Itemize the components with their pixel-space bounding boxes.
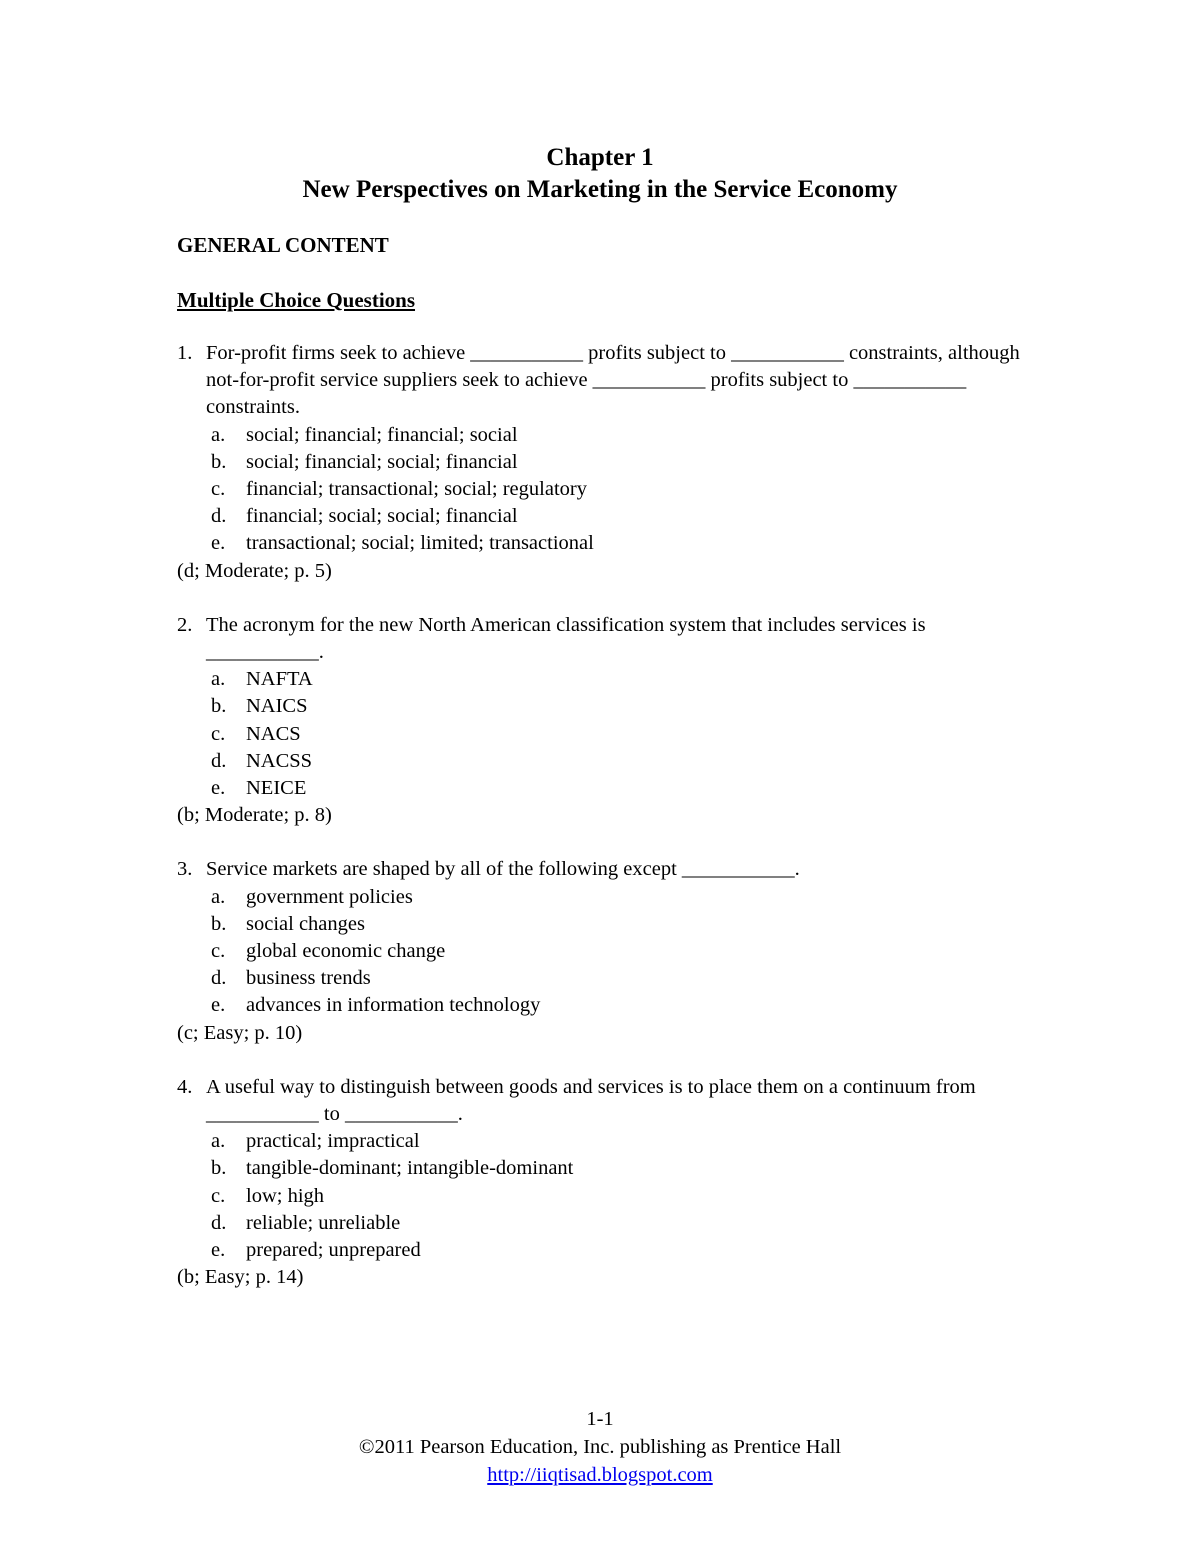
question-text: A useful way to distinguish between goods and services is to place them on a continuum from ___________ to ___________. (206, 1075, 976, 1126)
option-e (206, 775, 1027, 802)
option-text: advances in information technology (246, 994, 541, 1017)
option-b (206, 911, 1027, 938)
option-letter: d. (211, 1211, 227, 1234)
option-letter: e. (211, 532, 226, 555)
answer-key: (b; Moderate; p. 8) (177, 804, 332, 827)
option-letter: c. (211, 940, 226, 963)
option-text: social changes (246, 912, 365, 935)
option-b (206, 693, 1027, 720)
question-text: The acronym for the new North American classification system that includes services is ___________. (206, 613, 926, 664)
option-text: NAICS (246, 695, 308, 718)
option-letter: d. (211, 967, 227, 990)
option-a (206, 884, 1027, 911)
option-letter: b. (211, 450, 227, 473)
option-letter: a. (211, 423, 226, 446)
option-e (206, 530, 1027, 557)
question-4 (177, 1074, 1027, 1292)
option-text: social; financial; social; financial (246, 450, 518, 473)
option-e (206, 992, 1027, 1019)
option-text: NACSS (246, 749, 313, 772)
answer-key: (b; Easy; p. 14) (177, 1266, 304, 1289)
question-number: 1. (177, 342, 193, 364)
option-letter: d. (211, 749, 227, 772)
option-text: practical; impractical (246, 1130, 420, 1153)
blog-link[interactable]: http://iiqtisad.blogspot.com (487, 1464, 713, 1486)
option-e (206, 1237, 1027, 1264)
question-stem (177, 856, 1027, 883)
option-text: prepared; unprepared (246, 1239, 421, 1262)
option-text: reliable; unreliable (246, 1211, 401, 1234)
option-text: NEICE (246, 777, 307, 800)
question-3 (177, 856, 1027, 1046)
option-a (206, 1128, 1027, 1155)
option-text: government policies (246, 885, 413, 908)
copyright-notice: ©2011 Pearson Education, Inc. publishing as Prentice Hall (358, 1436, 842, 1458)
option-a (206, 666, 1027, 693)
option-b (206, 1155, 1027, 1182)
option-letter: b. (211, 695, 227, 718)
option-letter: a. (211, 1130, 226, 1153)
option-text: social; financial; financial; social (246, 423, 518, 446)
option-list (177, 884, 1027, 1020)
option-text: financial; social; social; financial (246, 505, 518, 528)
option-letter: b. (211, 912, 227, 935)
option-list (177, 422, 1027, 558)
option-list (177, 1128, 1027, 1264)
option-text: low; high (246, 1184, 325, 1207)
option-letter: b. (211, 1157, 227, 1180)
option-letter: e. (211, 777, 226, 800)
option-letter: a. (211, 885, 226, 908)
answer-key: (d; Moderate; p. 5) (177, 559, 332, 582)
question-number: 2. (177, 613, 193, 636)
question-stem (177, 1074, 1027, 1128)
question-text: Service markets are shaped by all of the following except ___________. (206, 858, 800, 881)
subsection-heading: Multiple Choice Questions (177, 288, 416, 312)
answer-key: (c; Easy; p. 10) (177, 1021, 303, 1044)
option-text: NACS (246, 722, 301, 745)
option-text: NAFTA (246, 668, 313, 691)
question-text: For-profit firms seek to achieve ___________ profits subject to ___________ constraints, although not-for-profit service suppliers seek to achieve ___________ profits subject to ___________ constraints. (206, 342, 1020, 419)
option-d (206, 748, 1027, 775)
option-text: business trends (246, 967, 371, 990)
option-text: transactional; social; limited; transactional (246, 532, 594, 555)
option-d (206, 503, 1027, 530)
question-list (177, 340, 1027, 1319)
option-letter: c. (211, 722, 226, 745)
section-heading: GENERAL CONTENT (177, 233, 389, 257)
option-c (206, 938, 1027, 965)
option-c (206, 1183, 1027, 1210)
option-a (206, 422, 1027, 449)
option-letter: e. (211, 994, 226, 1017)
question-stem (177, 612, 1027, 666)
option-letter: a. (211, 668, 226, 691)
chapter-title: Chapter 1 (546, 144, 654, 171)
option-letter: e. (211, 1239, 226, 1262)
question-number: 3. (177, 858, 193, 881)
chapter-subtitle: New Perspectives on Marketing in the Service Economy (302, 176, 898, 203)
question-1 (177, 340, 1027, 585)
option-c (206, 721, 1027, 748)
title-block (0, 142, 1200, 206)
option-list (177, 666, 1027, 802)
page-footer (0, 1405, 1200, 1489)
question-stem (177, 340, 1027, 422)
question-2 (177, 612, 1027, 830)
option-text: global economic change (246, 940, 446, 963)
option-d (206, 965, 1027, 992)
option-c (206, 476, 1027, 503)
option-d (206, 1210, 1027, 1237)
option-letter: d. (211, 505, 227, 528)
option-letter: c. (211, 1184, 226, 1207)
option-letter: c. (211, 478, 226, 501)
question-number: 4. (177, 1075, 193, 1098)
option-b (206, 449, 1027, 476)
option-text: tangible-dominant; intangible-dominant (246, 1157, 574, 1180)
option-text: financial; transactional; social; regulatory (246, 478, 587, 501)
page-number: 1-1 (586, 1408, 614, 1430)
